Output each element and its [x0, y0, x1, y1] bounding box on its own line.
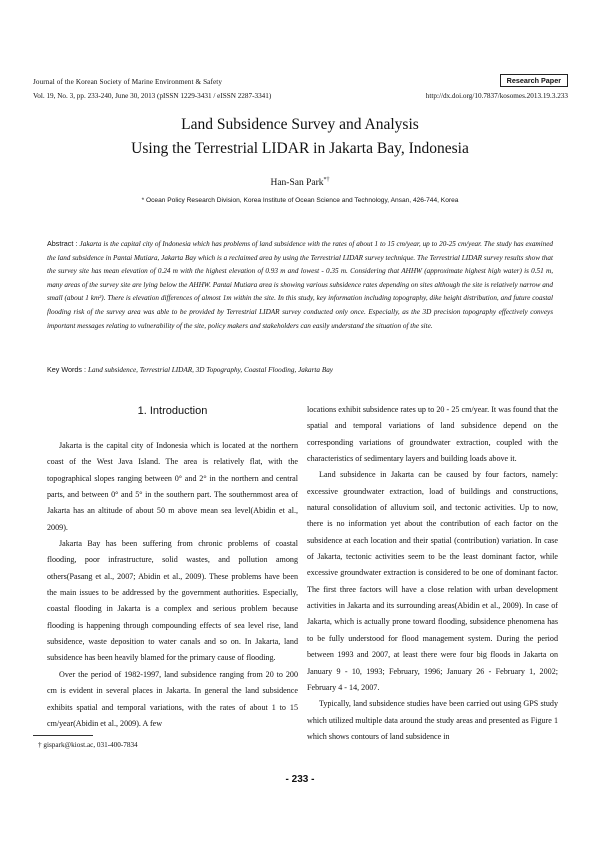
volume-info: Vol. 19, No. 3, pp. 233-240, June 30, 2013 (pISSN 1229-3431 / eISSN 2287-3341): [33, 92, 272, 100]
keywords-lead: Key Words :: [47, 365, 89, 374]
page-number: - 233 -: [285, 774, 315, 785]
affiliation: * Ocean Policy Research Division, Korea Institute of Ocean Science and Technology, Ansan, 426-744, Korea: [141, 197, 459, 204]
paragraph: Over the period of 1982-1997, land subsidence ranging from 20 to 200 cm is evident in several places in Jakarta. In general the land subsidence exhibits spatial and temporal variations, with the rates of about 1 to 15 cm/year(Abidin et al., 2009). A few: [47, 669, 298, 728]
paragraph: locations exhibit subsidence rates up to 20 - 25 cm/year. It was found that the spatial and temporal variations of land subsidence depend on the corresponding variations of groundwater extraction, coupled with the characteristics of sedimentary layers and building loads above it.: [307, 405, 558, 464]
author-mark: *†: [323, 177, 330, 183]
footnote-divider: [33, 735, 93, 736]
keywords: [47, 365, 553, 374]
keywords-text: Land subsidence, Terrestrial LIDAR, 3D Topography, Coastal Flooding, Jakarta Bay: [88, 366, 333, 374]
paragraph: Typically, land subsidence studies have been carried out using GPS study which utilized multiple data around the study areas and presented as Figure 1 which shows contours of land subsidence in: [307, 699, 558, 741]
paragraph: Jakarta Bay has been suffering from chronic problems of coastal flooding, poor infrastructure, solid wastes, and pollution among others(Pasang et al., 2007; Abidin et al., 2009). These problems have been the main issues to be addressed by the government authorities. Especially, coastal flooding in Jakarta is a complex and serious problem because flooding is happening through compounding effects of sea level rise, land subsidence, waste deposition to water canals and so on. In Jakarta, land subsidence has been heavily blamed for the primary cause of flooding.: [47, 539, 298, 663]
abstract: [47, 237, 553, 333]
abstract-lead: Abstract :: [47, 239, 80, 248]
author: [0, 177, 600, 188]
paper-title: [0, 113, 600, 161]
title-line-1: Land Subsidence Survey and Analysis: [181, 116, 419, 133]
abstract-text: Jakarta is the capital city of Indonesia which has problems of land subsidence with the rates of about 1 to 15 cm/year, up to 20-25 cm/year. The study has examined the land subsidence in Pantai Mutiara, Jakarta Bay which is a reclaimed area by using the Terrestrial LIDAR survey technique. The Terrestrial LIDAR survey results show that the survey site has mean elevation of 0.24 m with the highest elevation of 0.93 m and lowest - 0.35 m. Considering that AHHW (approximate highest high water) is 0.51 m, many areas of the survey site are lying below the AHHW. Pantai Mutiara area is showing various subsidence rates depending on sites although the site is relatively narrow and small (about 1 km²). There is elevation differences of almost 1m within the site. In this study, key information including topography, dike height distribution, and future coastal flooding risk of the survey area was able to be provided by Terrestrial LIDAR survey conducted only once. Especially, as the 3D precision topography effectively conveys important messages relating to vulnerability of the site, policy makers and stakeholders can easily understand the situation of the site.: [47, 240, 553, 330]
title-line-2: Using the Terrestrial LIDAR in Jakarta Bay, Indonesia: [131, 140, 469, 157]
journal-name: Journal of the Korean Society of Marine Environment & Safety: [33, 78, 223, 86]
section-heading: 1. Introduction: [137, 405, 208, 417]
left-column: [47, 438, 298, 732]
paragraph: Jakarta is the capital city of Indonesia which is located at the northern coast of the West Java Island. The area is relatively flat, with the topographical slopes ranging between 0° and 2° in the northern and central parts, and between 0° and 5° in the southern part. The southernmost area of Jakarta has an altitude of about 50 m above mean sea level(Abidin et al., 2009).: [47, 441, 298, 532]
doi-link[interactable]: http://dx.doi.org/10.7837/kosomes.2013.19.3.233: [425, 92, 568, 100]
footnote: † gispark@kiost.ac, 031-400-7834: [38, 741, 138, 749]
paragraph: Land subsidence in Jakarta can be caused by four factors, namely: excessive groundwater extraction, load of buildings and constructions, natural consolidation of alluvium soil, and tectonic activities. Up to now, there is no information yet about the contribution of each factor on the subsidence at each location and their spatial (contribution) variation. In case of Jakarta, tectonic activities seem to be the least dominant factor, while excessive groundwater extraction is considered to be one of dominant factor. The first three factors will have a close relation with urban development activities in Jakarta and its surrounding areas(Abidin et al., 2009). In case of Jakarta, which is actually prone toward flooding, subsidence phenomena has to be fully understood for flood management system. During the period between 1993 and 2007, at least there were four big floods in Jakarta on January 9 - 10, 1993; February, 1996; January 26 - February 1, 2002; February 4 - 14, 2007.: [307, 470, 558, 692]
right-column: [307, 402, 558, 745]
author-name: Han-San Park: [270, 178, 324, 189]
research-paper-badge: Research Paper: [500, 74, 568, 87]
